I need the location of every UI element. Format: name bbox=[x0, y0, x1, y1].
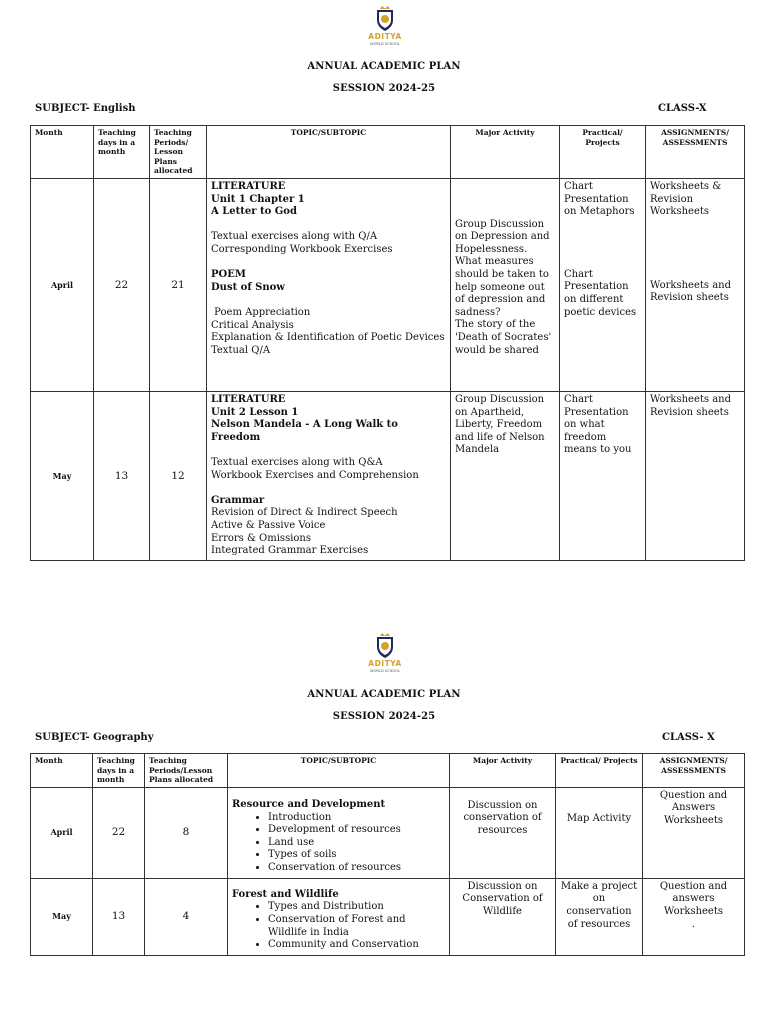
col-activity: Major Activity bbox=[450, 754, 556, 788]
topic-line: Textual exercises along with Q&A bbox=[211, 456, 383, 468]
assignment-text: Worksheets and Revision sheets bbox=[650, 393, 732, 418]
school-tagline: WORLD SCHOOL bbox=[370, 669, 400, 673]
school-name: ADITYA bbox=[368, 659, 402, 668]
plan-session: SESSION 2024-25 bbox=[332, 711, 436, 722]
list-item: • Conservation of Forest and Wildlife in India bbox=[268, 914, 445, 939]
topic-line: Errors & Omissions bbox=[211, 532, 311, 544]
chapter-title: Forest and Wildlife bbox=[232, 888, 339, 900]
chapter-title: A Letter to God bbox=[211, 206, 297, 218]
table-row bbox=[31, 787, 745, 878]
unit-label: Unit 1 Chapter 1 bbox=[211, 193, 305, 205]
school-crest-icon bbox=[374, 633, 396, 659]
col-teaching-days: Teaching days in a month bbox=[94, 126, 150, 179]
topic-line: Corresponding Workbook Exercises bbox=[211, 243, 393, 255]
practical-text: Chart Presentation on Metaphors bbox=[564, 180, 635, 218]
class-label: CLASS- X bbox=[662, 732, 715, 743]
topic-line: Revision of Direct & Indirect Speech bbox=[211, 507, 398, 519]
periods-cell: 12 bbox=[150, 391, 207, 560]
topic-line: Textual exercises along with Q/A bbox=[211, 231, 378, 243]
list-item: • Land use bbox=[268, 837, 445, 850]
list-item: • Development of resources bbox=[268, 824, 445, 837]
poem-label: POEM bbox=[211, 269, 246, 281]
grammar-label: Grammar bbox=[211, 494, 265, 506]
topic-line: Explanation & Identification of Poetic Devices bbox=[211, 332, 445, 344]
practical-cell bbox=[556, 878, 643, 955]
list-item: • Types and Distribution bbox=[268, 901, 445, 914]
col-teaching-periods: Teaching Periods/Lesson Plans allocated bbox=[145, 754, 228, 788]
chapter-title: Nelson Mandela - A Long Walk to Freedom bbox=[211, 419, 398, 443]
school-logo bbox=[368, 633, 402, 679]
practical-text: Chart Presentation on what freedom means to you bbox=[564, 393, 632, 456]
col-assignments: ASSIGNMENTS/ ASSESSMENTS bbox=[643, 754, 745, 788]
topic-line: Critical Analysis bbox=[211, 319, 294, 331]
table-row bbox=[31, 878, 745, 955]
activity-cell bbox=[450, 878, 556, 955]
col-month: Month bbox=[31, 126, 94, 179]
practical-text: Chart Presentation on different poetic devices bbox=[564, 268, 637, 318]
table-header-row bbox=[31, 754, 745, 788]
practical-text: Make a project on conservation of resources bbox=[560, 880, 638, 930]
assignment-text: Worksheets and Revision sheets bbox=[650, 279, 732, 304]
assignment-text: Worksheets & Revision Worksheets bbox=[650, 180, 722, 218]
col-topic: TOPIC/SUBTOPIC bbox=[207, 126, 451, 179]
days-cell: 13 bbox=[93, 878, 145, 955]
periods-cell: 8 bbox=[145, 787, 228, 878]
list-item: • Conservation of resources bbox=[268, 862, 445, 875]
subject-label: SUBJECT- English bbox=[35, 103, 136, 114]
col-topic: TOPIC/SUBTOPIC bbox=[228, 754, 450, 788]
list-item: • Types of soils bbox=[268, 849, 445, 862]
school-name: ADITYA bbox=[368, 32, 402, 41]
unit-label: Unit 2 Lesson 1 bbox=[211, 406, 299, 418]
plan-title: ANNUAL ACADEMIC PLAN bbox=[307, 61, 461, 72]
month-cell: April bbox=[31, 787, 93, 878]
class-label: CLASS-X bbox=[658, 103, 707, 114]
days-cell: 22 bbox=[94, 178, 150, 391]
plan-title: ANNUAL ACADEMIC PLAN bbox=[307, 689, 461, 700]
assignment-cell bbox=[643, 878, 745, 955]
activity-text: Discussion on Conservation of Wildlife bbox=[462, 880, 543, 917]
month-cell: May bbox=[31, 391, 94, 560]
topic-cell bbox=[228, 878, 450, 955]
subject-label: SUBJECT- Geography bbox=[35, 732, 154, 743]
assignment-tail: . bbox=[691, 918, 696, 930]
chapter-title: Resource and Development bbox=[232, 799, 386, 810]
plan-session: SESSION 2024-25 bbox=[332, 83, 436, 94]
list-item: • Community and Conservation bbox=[268, 939, 445, 952]
activity-text: Discussion on conservation of resources bbox=[463, 799, 542, 836]
activity-text: Group Discussion on Apartheid, Liberty, Freedom and life of Nelson Mandela bbox=[455, 393, 545, 456]
activity-cell bbox=[450, 787, 556, 878]
assignment-text: Question and answers Worksheets bbox=[659, 880, 728, 917]
assignment-cell bbox=[643, 787, 745, 878]
days-cell: 13 bbox=[94, 391, 150, 560]
school-tagline: WORLD SCHOOL bbox=[370, 42, 400, 46]
poem-title: Dust of Snow bbox=[211, 281, 285, 293]
month-cell: May bbox=[31, 878, 93, 955]
practical-cell bbox=[556, 787, 643, 878]
subtopic-list bbox=[232, 901, 445, 951]
topic-line: Workbook Exercises and Comprehension bbox=[211, 469, 419, 481]
col-teaching-days: Teaching days in a month bbox=[93, 754, 145, 788]
col-activity: Major Activity bbox=[451, 126, 560, 179]
col-month: Month bbox=[31, 754, 93, 788]
list-item: • Introduction bbox=[268, 812, 445, 825]
practical-text: Map Activity bbox=[566, 812, 632, 824]
col-practical: Practical/ Projects bbox=[560, 126, 646, 179]
activity-text: Group Discussion on Depression and Hopelessness. What measures should be taken to help someone out of depression and sadness? The story of the 'Death of Socrates' would be shared bbox=[455, 218, 552, 356]
days-cell: 22 bbox=[93, 787, 145, 878]
col-teaching-periods: Teaching Periods/ Lesson Plans allocated bbox=[150, 126, 207, 179]
subtopic-list bbox=[232, 812, 445, 875]
col-assignments: ASSIGNMENTS/ ASSESSMENTS bbox=[646, 126, 745, 179]
topic-line: Integrated Grammar Exercises bbox=[211, 545, 369, 557]
topic-line: Textual Q/A bbox=[211, 344, 271, 356]
topic-line: Poem Appreciation bbox=[211, 306, 311, 318]
literature-label: LITERATURE bbox=[211, 180, 286, 192]
col-practical: Practical/ Projects bbox=[556, 754, 643, 788]
periods-cell: 21 bbox=[150, 178, 207, 391]
geography-plan-table bbox=[30, 753, 745, 956]
assignment-text: Question and Answers Worksheets bbox=[659, 789, 728, 826]
topic-cell bbox=[228, 787, 450, 878]
periods-cell: 4 bbox=[145, 878, 228, 955]
literature-label: LITERATURE bbox=[211, 393, 286, 405]
month-cell: April bbox=[31, 178, 94, 391]
topic-line: Active & Passive Voice bbox=[211, 519, 326, 531]
